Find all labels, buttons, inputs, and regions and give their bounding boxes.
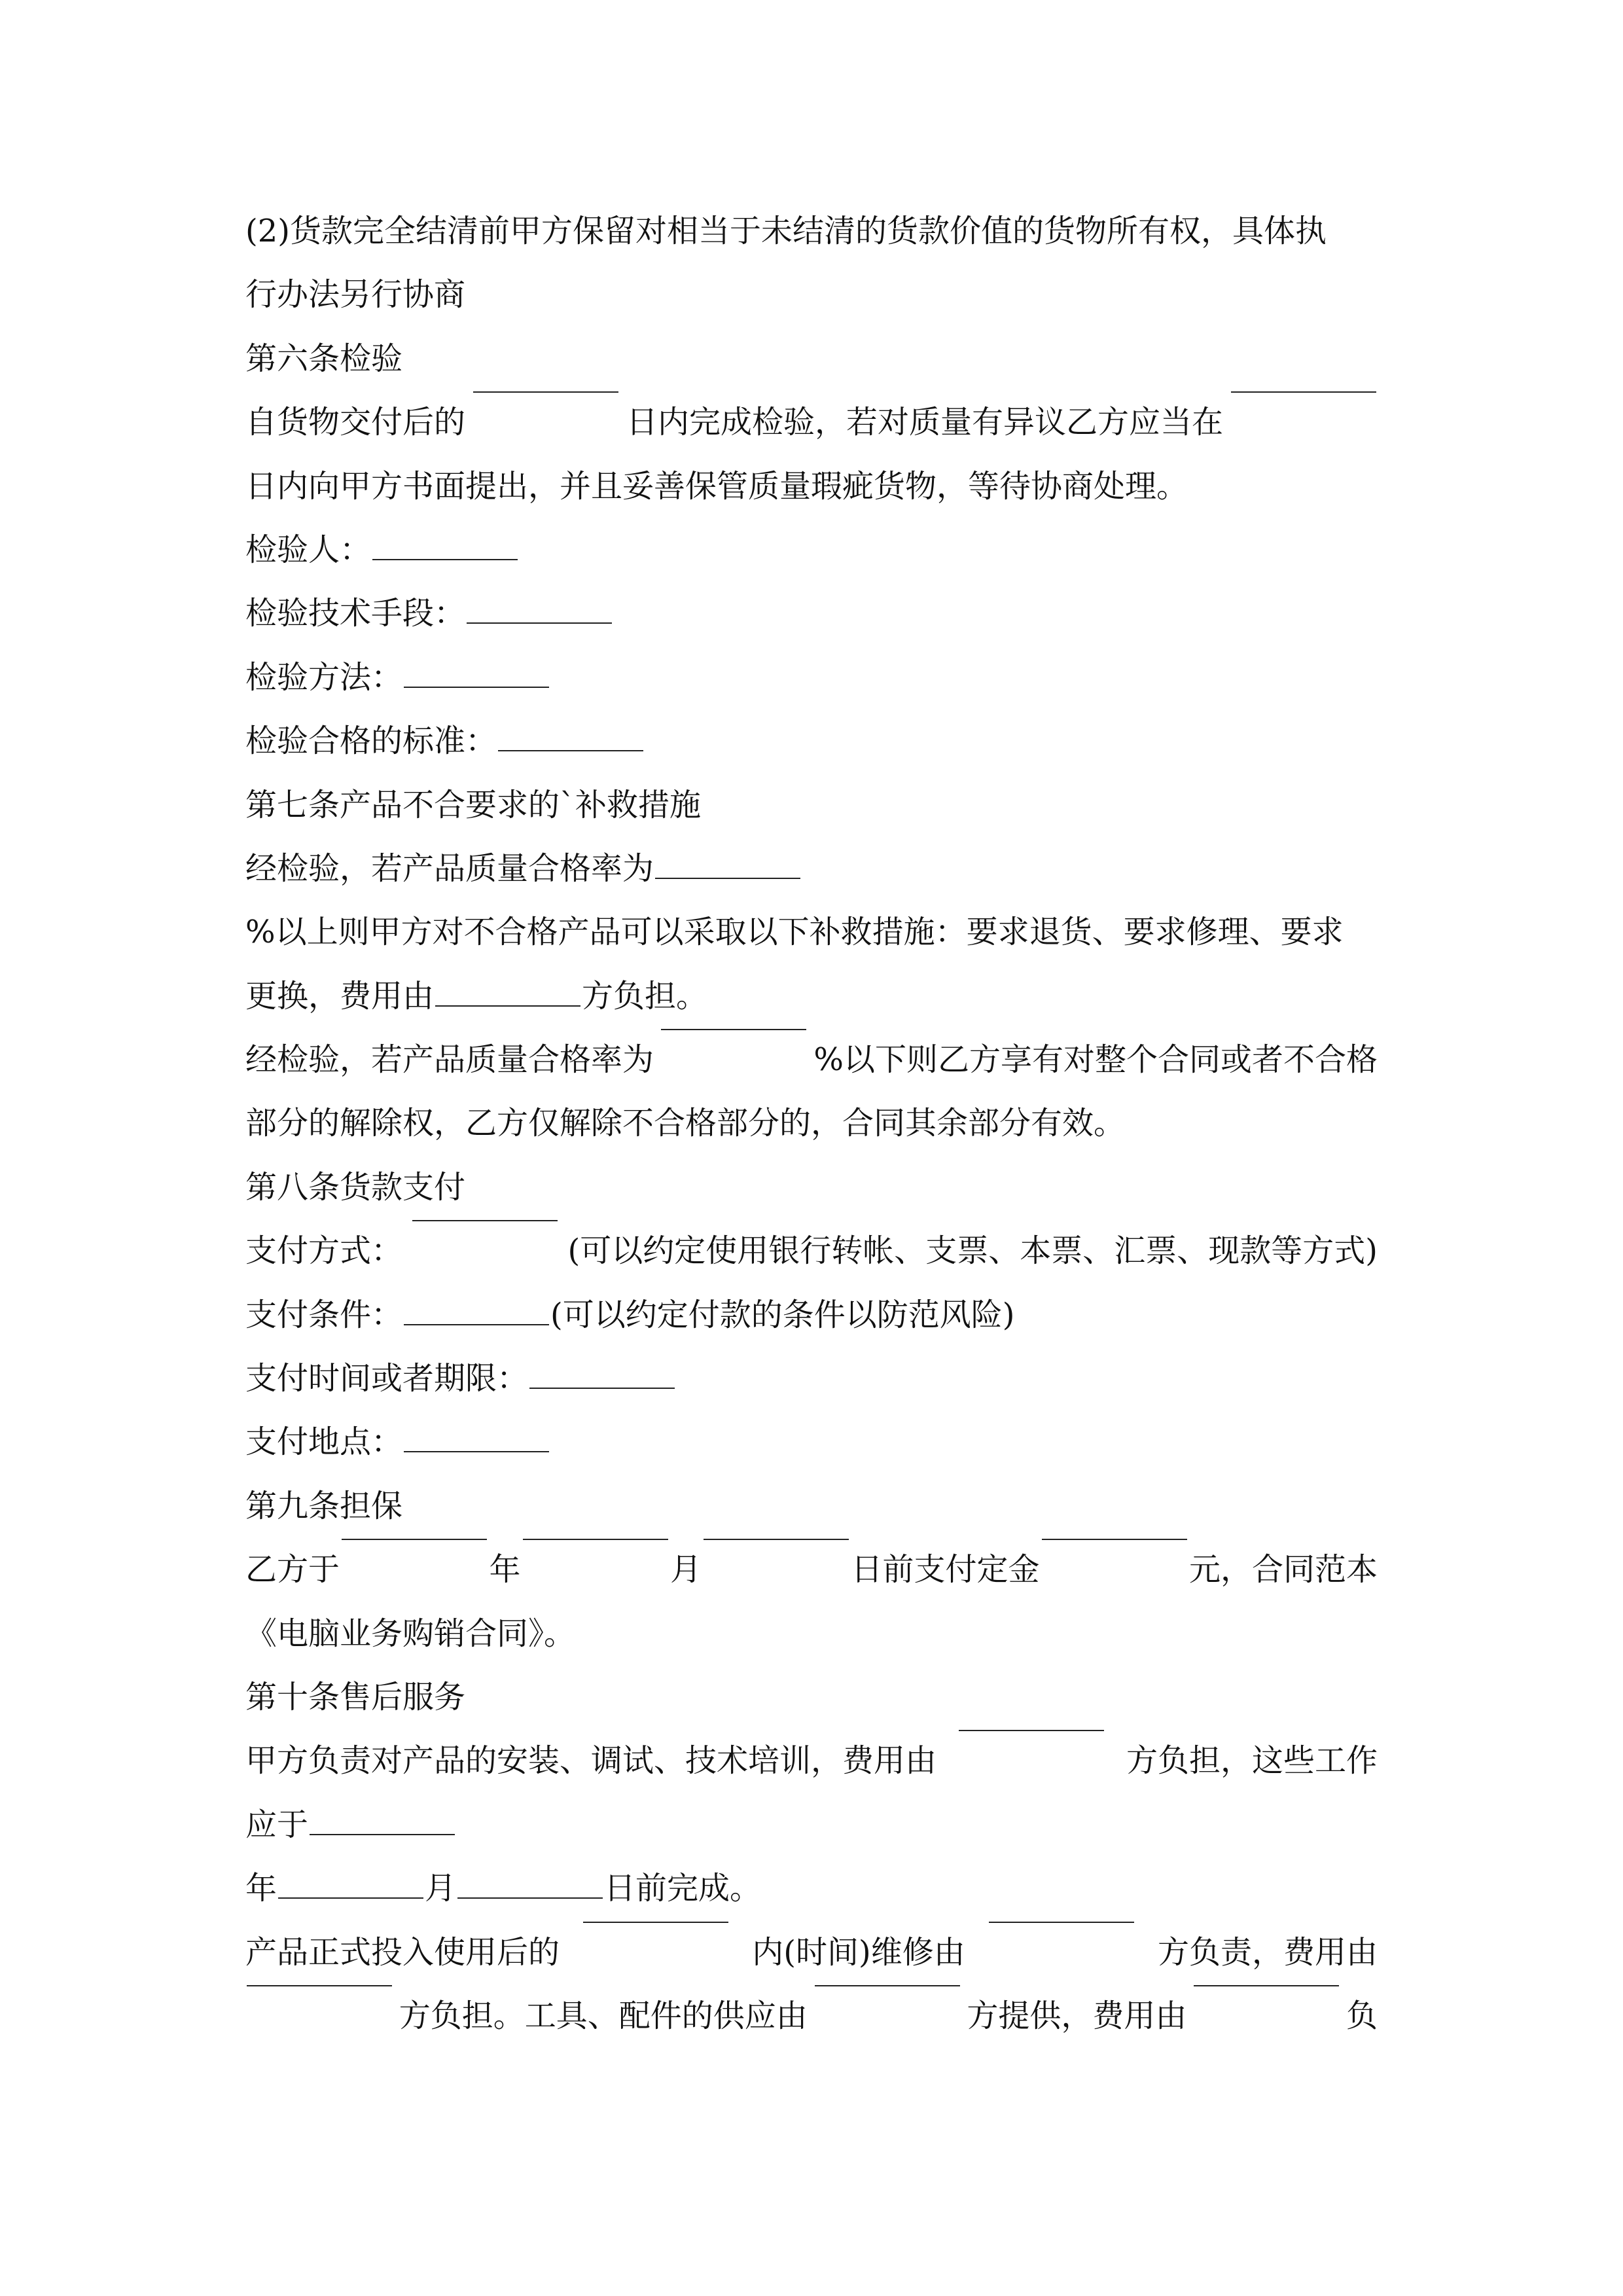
- text-line: [245, 837, 1378, 901]
- fill-in-blank[interactable]: [310, 1833, 455, 1835]
- text-segment: 方负担。: [582, 977, 708, 1014]
- text-line: [245, 200, 1378, 263]
- text-line: [245, 1538, 1378, 1602]
- text-segment: 经检验，若产品质量合格率为: [245, 1041, 654, 1079]
- text-segment: 方负担，这些工作: [1126, 1742, 1378, 1780]
- text-segment: 月: [669, 1551, 702, 1588]
- contract-body: [245, 200, 1378, 2048]
- text-line: [245, 1793, 1378, 1857]
- text-segment: 部分的解除权，乙方仅解除不合格部分的，合同其余部分有效。: [245, 1105, 1126, 1142]
- text-segment: 第六条检验: [245, 340, 403, 377]
- text-segment: 甲方负责对产品的安装、调试、技术培训，费用由: [245, 1742, 937, 1780]
- text-line: [245, 1857, 1378, 1920]
- text-line: [245, 391, 1378, 454]
- text-line: [245, 1283, 1378, 1347]
- fill-in-blank[interactable]: [412, 1219, 558, 1221]
- text-segment: 第八条货款支付: [245, 1168, 466, 1206]
- text-segment: 第九条担保: [245, 1487, 403, 1524]
- text-segment: 日内完成检验，若对质量有异议乙方应当在: [626, 404, 1223, 441]
- text-segment: 月: [425, 1870, 457, 1907]
- text-line: [245, 1666, 1378, 1729]
- fill-in-blank[interactable]: [404, 1323, 549, 1325]
- text-line: [245, 455, 1378, 518]
- text-segment: 年: [489, 1551, 521, 1588]
- text-segment: 第十条售后服务: [245, 1678, 466, 1715]
- text-line: [245, 1984, 1378, 2048]
- text-segment: 内(时间)维修由: [752, 1933, 965, 1971]
- fill-in-blank[interactable]: [583, 1921, 728, 1923]
- text-segment: 支付时间或者期限：: [245, 1360, 529, 1397]
- text-segment: 应于: [245, 1806, 309, 1843]
- fill-in-blank[interactable]: [278, 1897, 423, 1899]
- text-segment: 元，合同范本: [1188, 1551, 1378, 1588]
- text-line: [245, 774, 1378, 837]
- fill-in-blank[interactable]: [473, 391, 618, 393]
- text-line: [245, 582, 1378, 645]
- text-segment: 方提供，费用由: [967, 1997, 1187, 2034]
- text-line: [245, 1602, 1378, 1666]
- text-segment: 《电脑业务购销合同》。: [245, 1615, 576, 1652]
- text-line: [245, 518, 1378, 582]
- text-segment: 乙方于: [245, 1551, 340, 1588]
- fill-in-blank[interactable]: [1042, 1538, 1187, 1540]
- fill-in-blank[interactable]: [435, 1005, 580, 1007]
- text-segment: 产品正式投入使用后的: [245, 1933, 560, 1971]
- fill-in-blank[interactable]: [1194, 1984, 1339, 1986]
- fill-in-blank[interactable]: [959, 1729, 1104, 1731]
- text-line: [245, 1092, 1378, 1155]
- text-segment: 年: [245, 1870, 277, 1907]
- fill-in-blank[interactable]: [467, 622, 612, 624]
- text-segment: 支付地点：: [245, 1424, 403, 1461]
- text-line: [245, 1028, 1378, 1092]
- text-line: [245, 965, 1378, 1028]
- text-line: [245, 1475, 1378, 1538]
- text-line: [245, 1729, 1378, 1793]
- text-segment: 检验方法：: [245, 658, 403, 696]
- fill-in-blank[interactable]: [498, 749, 643, 751]
- text-line: [245, 1347, 1378, 1410]
- fill-in-blank[interactable]: [529, 1387, 675, 1389]
- fill-in-blank[interactable]: [1231, 391, 1376, 393]
- text-segment: 检验合格的标准：: [245, 723, 497, 760]
- text-segment: (可以约定使用银行转帐、支票、本票、汇票、现款等方式): [567, 1232, 1378, 1270]
- text-segment: 更换，费用由: [245, 977, 435, 1014]
- text-segment: 支付条件：: [245, 1296, 403, 1333]
- text-segment: 负: [1346, 1997, 1378, 2034]
- text-segment: (可以约定付款的条件以防范风险): [550, 1296, 1015, 1333]
- fill-in-blank[interactable]: [815, 1984, 960, 1986]
- text-segment: %以下则乙方享有对整个合同或者不合格: [813, 1041, 1378, 1079]
- text-segment: 支付方式：: [245, 1232, 403, 1270]
- text-line: [245, 901, 1378, 964]
- fill-in-blank[interactable]: [523, 1538, 668, 1540]
- text-segment: 第七条产品不合要求的`补救措施: [245, 786, 702, 823]
- text-segment: 经检验，若产品质量合格率为: [245, 850, 654, 887]
- fill-in-blank[interactable]: [372, 558, 518, 560]
- fill-in-blank[interactable]: [404, 1450, 549, 1452]
- fill-in-blank[interactable]: [989, 1921, 1134, 1923]
- text-line: [245, 1410, 1378, 1474]
- fill-in-blank[interactable]: [704, 1538, 849, 1540]
- text-line: [245, 709, 1378, 773]
- text-line: [245, 327, 1378, 391]
- text-segment: %以上则甲方对不合格产品可以采取以下补救措施：要求退货、要求修理、要求: [245, 914, 1344, 951]
- fill-in-blank[interactable]: [247, 1984, 392, 1986]
- text-line: [245, 1219, 1378, 1283]
- text-line: [245, 1156, 1378, 1219]
- fill-in-blank[interactable]: [342, 1538, 487, 1540]
- fill-in-blank[interactable]: [457, 1897, 603, 1899]
- text-line: [245, 263, 1378, 327]
- text-segment: 日前完成。: [604, 1870, 762, 1907]
- text-segment: (2)货款完全结清前甲方保留对相当于未结清的货款价值的货物所有权，具体执: [245, 213, 1327, 249]
- text-segment: 方负责，费用由: [1157, 1933, 1378, 1971]
- fill-in-blank[interactable]: [404, 686, 549, 688]
- text-segment: 自货物交付后的: [245, 404, 466, 441]
- text-segment: 行办法另行协商: [245, 276, 466, 314]
- fill-in-blank[interactable]: [655, 877, 800, 879]
- text-line: [245, 646, 1378, 709]
- text-segment: 检验人：: [245, 531, 372, 568]
- text-segment: 检验技术手段：: [245, 595, 466, 632]
- text-line: [245, 1921, 1378, 1984]
- text-segment: 日内向甲方书面提出，并且妥善保管质量瑕疵货物，等待协商处理。: [245, 467, 1188, 505]
- text-segment: 日前支付定金: [851, 1551, 1040, 1588]
- fill-in-blank[interactable]: [661, 1028, 806, 1030]
- text-segment: 方负担。工具、配件的供应由: [399, 1997, 808, 2034]
